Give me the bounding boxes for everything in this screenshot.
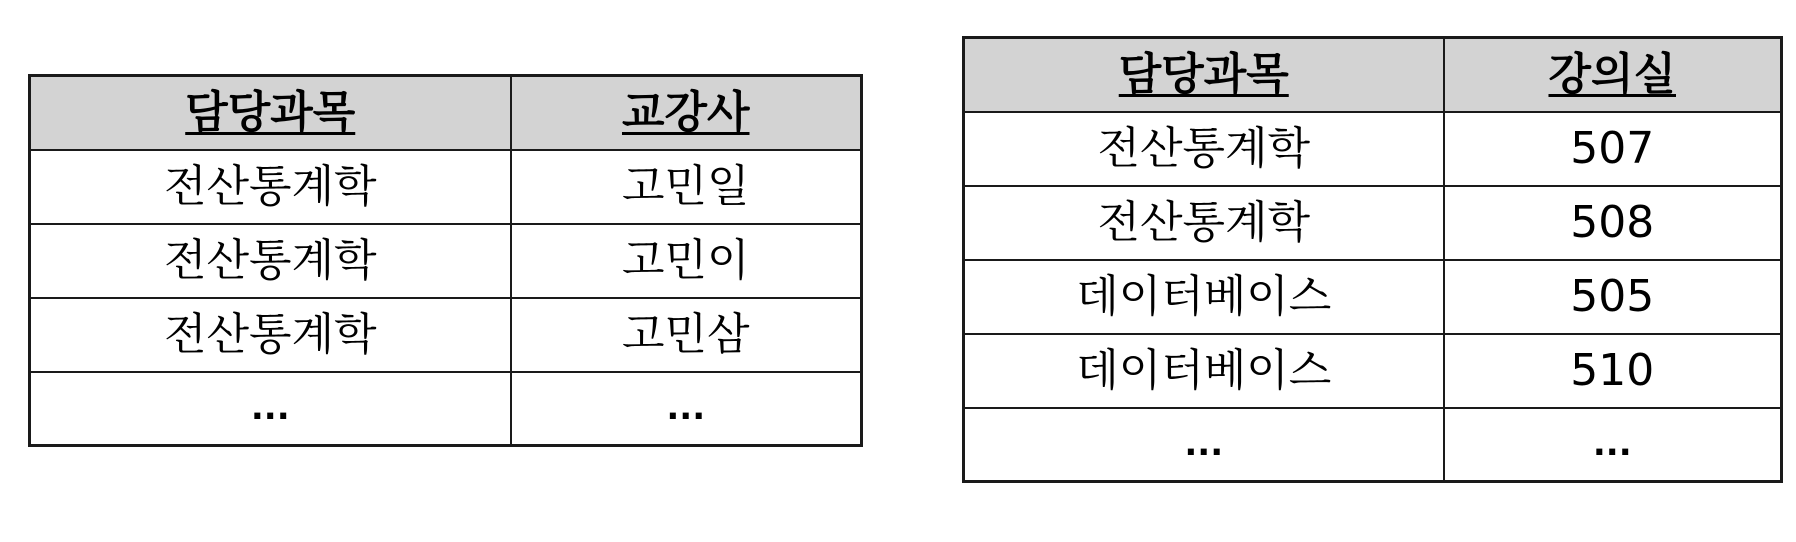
column-header-classroom: 강의실 <box>1444 38 1782 112</box>
subject-cell: 데이터베이스 <box>964 334 1444 408</box>
classroom-cell: 505 <box>1444 260 1782 334</box>
instructor-cell: 고민이 <box>511 224 862 298</box>
instructor-cell: 고민일 <box>511 150 862 224</box>
instructor-cell: 고민삼 <box>511 298 862 372</box>
column-header-subject: 담당과목 <box>30 76 511 150</box>
subject-instructor-table <box>28 74 863 447</box>
subject-classroom-table <box>962 36 1783 483</box>
subject-cell: 전산통계학 <box>964 186 1444 260</box>
table-header-row <box>964 38 1782 112</box>
ellipsis-cell: ... <box>511 372 862 446</box>
subject-cell: 전산통계학 <box>964 112 1444 186</box>
table-row <box>30 150 862 224</box>
table-row <box>964 334 1782 408</box>
table-row-ellipsis <box>30 372 862 446</box>
subject-cell: 데이터베이스 <box>964 260 1444 334</box>
table-row <box>30 298 862 372</box>
column-header-instructor: 교강사 <box>511 76 862 150</box>
subject-cell: 전산통계학 <box>30 150 511 224</box>
column-header-subject: 담당과목 <box>964 38 1444 112</box>
ellipsis-cell: ... <box>964 408 1444 482</box>
subject-cell: 전산통계학 <box>30 224 511 298</box>
classroom-cell: 507 <box>1444 112 1782 186</box>
table-row <box>964 186 1782 260</box>
classroom-cell: 508 <box>1444 186 1782 260</box>
table-header-row <box>30 76 862 150</box>
ellipsis-cell: ... <box>30 372 511 446</box>
table-row <box>964 112 1782 186</box>
table-row-ellipsis <box>964 408 1782 482</box>
classroom-cell: 510 <box>1444 334 1782 408</box>
subject-cell: 전산통계학 <box>30 298 511 372</box>
table-row <box>964 260 1782 334</box>
table-row <box>30 224 862 298</box>
ellipsis-cell: ... <box>1444 408 1782 482</box>
